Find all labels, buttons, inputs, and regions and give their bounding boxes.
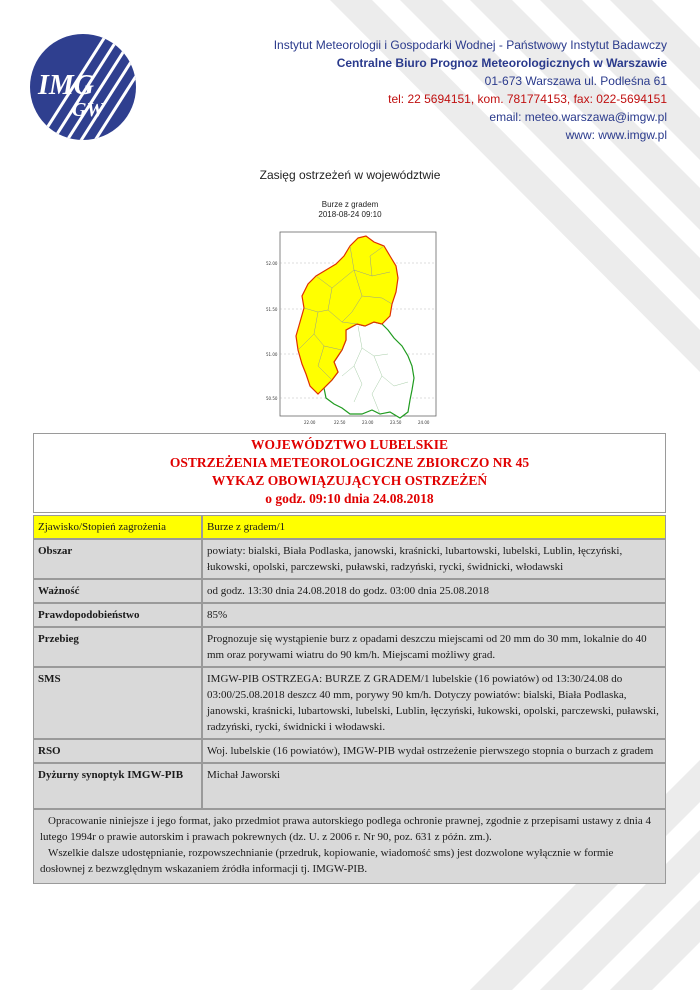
row-value: od godz. 13:30 dnia 24.08.2018 do godz. 03:00 dnia 25.08.2018 <box>202 579 666 603</box>
row-label: Dyżurny synoptyk IMGW-PIB <box>33 763 202 809</box>
table-row <box>33 739 666 763</box>
warning-banner <box>33 433 666 513</box>
distribution-paragraph: Wszelkie dalsze udostępnianie, rozpowszechnianie (przedruk, kopiowanie, wiadomość sms) jest dozwolone wyłącznie w formie dosłownej z bezwzględnym wskazaniem źródła informacji tj. IMGW-PIB. <box>40 847 614 875</box>
map-title: Burze z gradem <box>321 200 379 209</box>
table-row <box>33 515 666 539</box>
lat-label-1: 52.00 <box>266 261 278 266</box>
row-value: 85% <box>202 603 666 627</box>
table-row <box>33 539 666 579</box>
map-datetime: 2018-08-24 09:10 <box>318 210 382 219</box>
row-value: Burze z gradem/1 <box>202 515 666 539</box>
table-row <box>33 627 666 667</box>
row-label: RSO <box>33 739 202 763</box>
map-caption <box>280 200 420 220</box>
email-line: email: meteo.warszawa@imgw.pl <box>489 110 667 124</box>
row-value: powiaty: bialski, Biała Podlaska, janowski, kraśnicki, lubartowski, lubelski, Lublin, łęczyński, łukowski, opolski, parczewski, puławski, radzyński, rycki, świdnicki, włodawski <box>202 539 666 579</box>
banner-title: OSTRZEŻENIA METEOROLOGICZNE ZBIORCZO NR 45 <box>169 455 530 470</box>
warning-panel <box>33 433 666 884</box>
row-label: Ważność <box>33 579 202 603</box>
logo-text-top: IMG <box>38 70 95 101</box>
lon-label-4: 23.50 <box>390 420 402 425</box>
institute-header <box>274 36 667 144</box>
institute-name: Instytut Meteorologii i Gospodarki Wodnej - Państwowy Instytut Badawczy <box>273 38 667 52</box>
row-label: SMS <box>33 667 202 739</box>
row-value: Woj. lubelskie (16 powiatów), IMGW-PIB wydał ostrzeżenie pierwszego stopnia o burzach z gradem <box>202 739 666 763</box>
warning-table <box>33 513 666 809</box>
row-label: Obszar <box>33 539 202 579</box>
row-value: Michał Jaworski <box>202 763 666 809</box>
section-title: Zasięg ostrzeżeń w województwie <box>259 168 441 182</box>
website-line: www: www.imgw.pl <box>565 128 667 142</box>
row-label: Przebieg <box>33 627 202 667</box>
lon-label-1: 22.00 <box>304 420 316 425</box>
phone-line: tel: 22 5694151, kom. 781774153, fax: 022-5694151 <box>388 92 667 106</box>
row-value: Prognozuje się wystąpienie burz z opadami deszczu miejscami od 20 mm do 30 mm, lokalnie do 40 mm oraz porywami wiatru do 90 km/h. Miejscami możliwy grad. <box>202 627 666 667</box>
lat-label-2: 51.50 <box>266 307 278 312</box>
table-row <box>33 763 666 809</box>
address: 01-673 Warszawa ul. Podleśna 61 <box>484 74 667 88</box>
banner-time: o godz. 09:10 dnia 24.08.2018 <box>265 491 434 506</box>
lon-label-2: 22.50 <box>334 420 346 425</box>
warning-map <box>262 226 440 436</box>
copyright-paragraph: Opracowanie niniejsze i jego format, jako przedmiot prawa autorskiego podlega ochronie prawnej, zgodnie z przepisami ustawy z dnia 4 lutego 1994r o prawie autorskim i prawach pokrewnych (dz. U. z 2006 r. Nr 90, poz. 631 z późn. zm.). <box>40 815 651 843</box>
logo-text-bottom: GW <box>72 99 105 121</box>
row-label: Zjawisko/Stopień zagrożenia <box>33 515 202 539</box>
lon-label-5: 24.00 <box>418 420 430 425</box>
office-name: Centralne Biuro Prognoz Meteorologicznych w Warszawie <box>336 56 667 70</box>
row-value: IMGW-PIB OSTRZEGA: BURZE Z GRADEM/1 lubelskie (16 powiatów) od 13:30/24.08 do 03:00/25.08.2018 deszcz 40 mm, porywy 90 km/h. Dotyczy powiatów: bialski, Biała Podlaska, janowski, kraśnicki, lubartowski, lubelski, Lublin, łęczyński, łukowski, opolski, parczewski, puławski, radzyński, rycki, świdnicki i włodawski. <box>202 667 666 739</box>
banner-subtitle: WYKAZ OBOWIĄZUJĄCYCH OSTRZEŻEŃ <box>211 473 488 488</box>
table-row <box>33 603 666 627</box>
table-row <box>33 579 666 603</box>
copyright-note <box>33 809 666 884</box>
banner-region: WOJEWÓDZTWO LUBELSKIE <box>251 437 448 452</box>
lat-label-3: 51.00 <box>266 352 278 357</box>
lon-label-3: 23.00 <box>362 420 374 425</box>
row-label: Prawdopodobieństwo <box>33 603 202 627</box>
imgw-logo <box>28 32 138 142</box>
table-row <box>33 667 666 739</box>
lat-label-4: 50.50 <box>266 396 278 401</box>
